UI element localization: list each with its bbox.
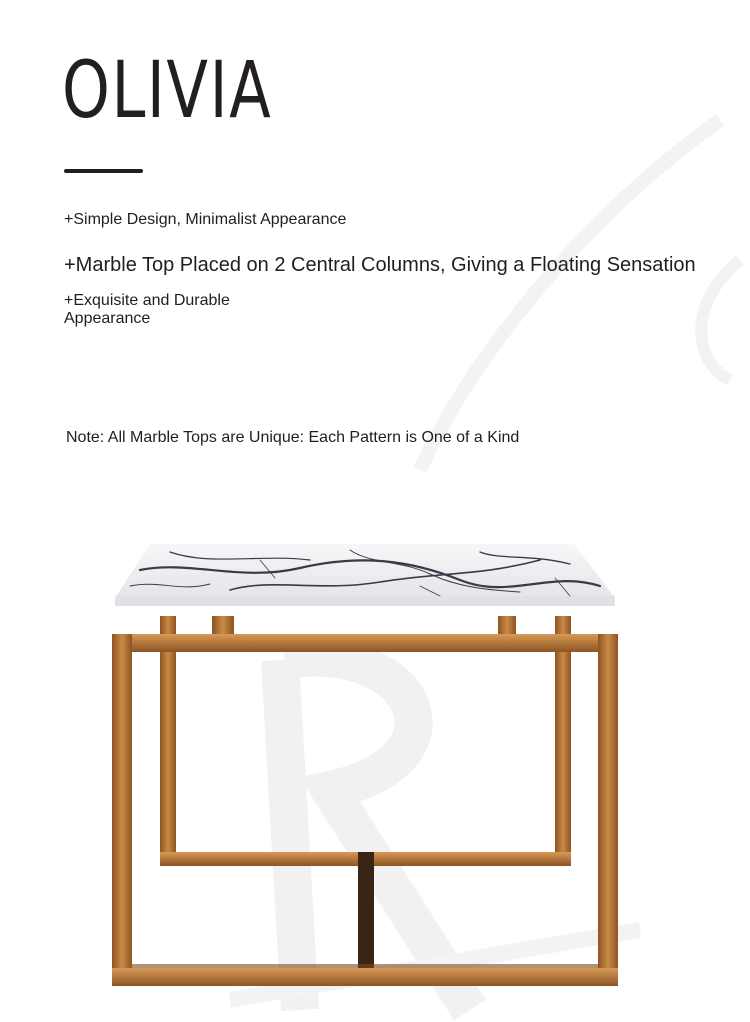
marble-table-image [100, 530, 640, 1000]
product-title: OLIVIA [62, 46, 273, 136]
title-divider [64, 169, 143, 173]
uniqueness-note: Note: All Marble Tops are Unique: Each Pattern is One of a Kind [66, 429, 520, 446]
feature-simple-design: +Simple Design, Minimalist Appearance [64, 211, 347, 228]
feature-marble-top: +Marble Top Placed on 2 Central Columns, Giving a Floating Sensation [64, 254, 696, 276]
marble-top [115, 544, 615, 598]
feature-durable: +Exquisite and Durable Appearance [64, 292, 230, 327]
